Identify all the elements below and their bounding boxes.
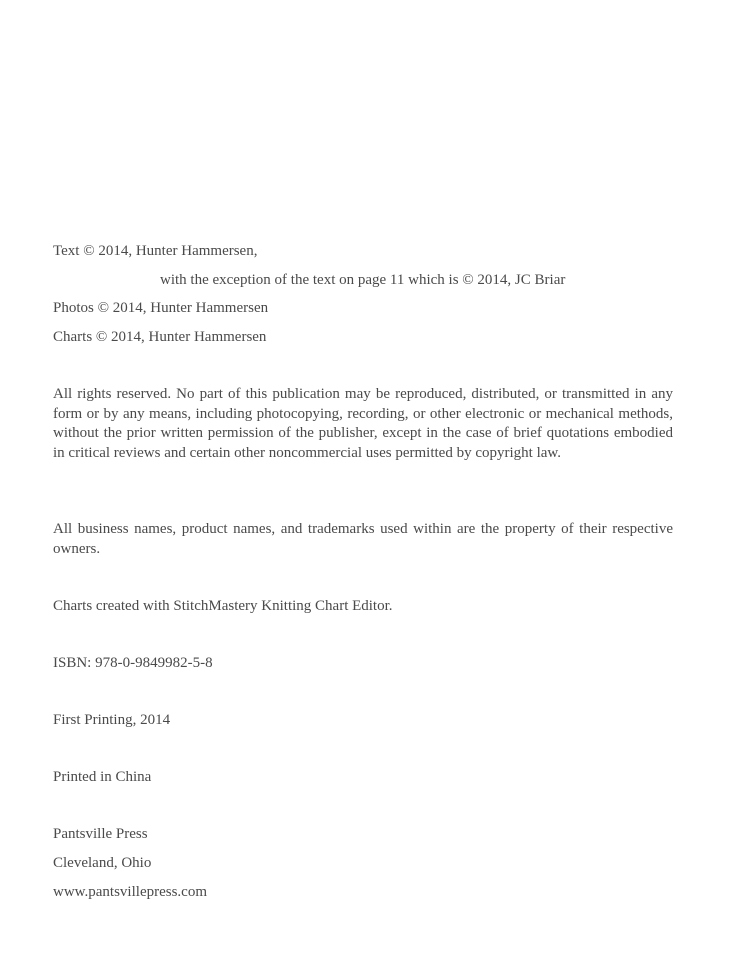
trademarks-paragraph: All business names, product names, and trademarks used within are the property of their respective owners. [53,521,673,557]
charts-copyright-line: Charts © 2014, Hunter Hammersen [53,329,267,345]
rights-reserved-paragraph: All rights reserved. No part of this publication may be reproduced, distributed, or transmitted in any form or by any means, including photocopying, recording, or other electronic or mechanical methods, without the prior written permission of the publisher, except in the case of brief quotations embodied in critical reviews and certain other noncommercial uses permitted by copyright law. [53,386,673,461]
text-copyright-line: Text © 2014, Hunter Hammersen, [53,243,258,259]
photos-copyright-line: Photos © 2014, Hunter Hammersen [53,300,269,316]
isbn-line: ISBN: 978-0-9849982-5-8 [53,655,213,671]
printed-in-line: Printed in China [53,769,152,785]
text-copyright-exception: with the exception of the text on page 11 which is © 2014, JC Briar [160,272,566,288]
charts-software-note: Charts created with StitchMastery Knitting Chart Editor. [53,598,393,614]
publisher-location: Cleveland, Ohio [53,855,152,871]
publisher-name: Pantsville Press [53,826,148,842]
printing-line: First Printing, 2014 [53,712,171,728]
publisher-website-link[interactable]: www.pantsvillepress.com [53,884,207,900]
